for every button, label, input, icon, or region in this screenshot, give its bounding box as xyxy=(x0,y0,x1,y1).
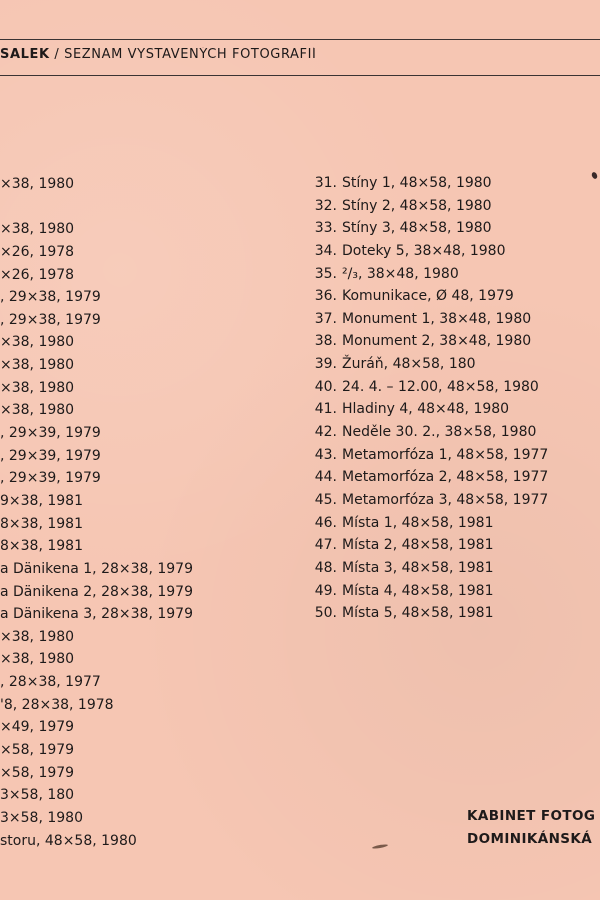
item-text: Metamorfóza 1, 48×58, 1977 xyxy=(342,446,549,463)
list-item: , 28×38, 1977 xyxy=(0,674,101,691)
item-number: 43. xyxy=(314,446,337,463)
list-item xyxy=(304,240,600,263)
list-item: , 29×39, 1979 xyxy=(0,425,101,442)
item-number: 31. xyxy=(314,175,337,191)
item-number: 42. xyxy=(314,424,337,441)
item-text: Místa 3, 48×58, 1981 xyxy=(342,559,494,576)
item-text: Stíny 2, 48×58, 1980 xyxy=(342,197,492,214)
list-item: '8, 28×38, 1978 xyxy=(0,696,114,713)
item-text: Stíny 3, 48×58, 1980 xyxy=(342,220,492,237)
item-number: 37. xyxy=(314,310,337,327)
list-item xyxy=(304,308,600,331)
list-item xyxy=(304,217,600,240)
item-text: Žuráň, 48×58, 180 xyxy=(342,356,476,373)
author-fragment: ŠALEK xyxy=(0,47,50,62)
footer-line-2: DOMINIKÁNSKÁ xyxy=(467,831,593,847)
list-item xyxy=(304,534,600,557)
list-item xyxy=(304,398,600,421)
list-item xyxy=(304,421,600,444)
left-column-list xyxy=(0,173,300,852)
item-number: 38. xyxy=(314,333,337,350)
list-item xyxy=(304,602,600,625)
item-number: 50. xyxy=(314,605,337,622)
item-text: Monument 1, 38×48, 1980 xyxy=(342,310,532,327)
list-item: , 29×39, 1979 xyxy=(0,447,101,464)
item-text: Neděle 30. 2., 38×58, 1980 xyxy=(342,424,537,441)
item-number: 34. xyxy=(314,242,337,259)
list-item: 8×38, 1981 xyxy=(0,538,83,555)
item-number: 33. xyxy=(314,220,337,237)
list-item: ×38, 1980 xyxy=(0,334,75,351)
list-item: ×58, 1979 xyxy=(0,764,75,781)
list-item: a Dänikena 1, 28×38, 1979 xyxy=(0,560,193,577)
list-item: 3×58, 180 xyxy=(0,787,75,804)
page-header xyxy=(0,47,600,62)
list-item xyxy=(304,580,600,603)
list-item: 8×38, 1981 xyxy=(0,515,83,532)
item-text: Metamorfóza 3, 48×58, 1977 xyxy=(342,491,549,508)
item-number: 41. xyxy=(314,401,337,418)
list-item: , 29×38, 1979 xyxy=(0,289,101,306)
item-number: 49. xyxy=(314,582,337,599)
item-text: Doteky 5, 38×48, 1980 xyxy=(342,242,506,259)
list-item xyxy=(304,557,600,580)
list-item: ×38, 1980 xyxy=(0,176,75,192)
list-item: ×38, 1980 xyxy=(0,221,75,238)
list-item xyxy=(304,466,600,489)
footer-line-1: KABINET FOTOG xyxy=(467,808,596,824)
list-item xyxy=(304,489,600,512)
list-item: storu, 48×58, 1980 xyxy=(0,832,137,849)
list-item xyxy=(304,330,600,353)
list-item: ×38, 1980 xyxy=(0,651,75,668)
item-number: 46. xyxy=(314,514,337,531)
item-text: Stíny 1, 48×58, 1980 xyxy=(342,175,492,191)
list-item: 3×58, 1980 xyxy=(0,809,83,826)
item-text: Hladiny 4, 48×48, 1980 xyxy=(342,401,510,418)
list-item: ×26, 1978 xyxy=(0,243,75,260)
list-item xyxy=(304,376,600,399)
item-number: 39. xyxy=(314,356,337,373)
item-number: 40. xyxy=(314,378,337,395)
list-item: ×26, 1978 xyxy=(0,266,75,283)
right-column-list xyxy=(304,172,600,625)
list-item xyxy=(304,263,600,286)
item-text: Místa 2, 48×58, 1981 xyxy=(342,537,494,554)
item-number: 32. xyxy=(314,197,337,214)
list-item xyxy=(304,172,600,195)
item-text: Místa 1, 48×58, 1981 xyxy=(342,514,494,531)
item-number: 35. xyxy=(314,265,337,282)
page-title: SEZNAM VYSTAVENÝCH FOTOGRAFIÍ xyxy=(64,47,317,62)
list-item: ×49, 1979 xyxy=(0,719,75,736)
list-item: ×38, 1980 xyxy=(0,357,75,374)
header-separator: / xyxy=(54,47,60,62)
header-bottom-rule xyxy=(0,75,600,76)
item-text: Místa 5, 48×58, 1981 xyxy=(342,605,494,622)
list-item xyxy=(304,285,600,308)
list-item xyxy=(304,195,600,218)
list-item: a Dänikena 2, 28×38, 1979 xyxy=(0,583,193,600)
item-text: Komunikace, Ø 48, 1979 xyxy=(342,288,514,305)
item-text: ²/₃, 38×48, 1980 xyxy=(342,265,459,282)
item-text: Místa 4, 48×58, 1981 xyxy=(342,582,494,599)
list-item xyxy=(304,353,600,376)
list-item: , 29×39, 1979 xyxy=(0,470,101,487)
list-item: a Dänikena 3, 28×38, 1979 xyxy=(0,606,193,623)
item-text: 24. 4. – 12.00, 48×58, 1980 xyxy=(342,378,539,395)
list-item: ×38, 1980 xyxy=(0,402,75,419)
list-item xyxy=(0,196,300,219)
list-item: ×58, 1979 xyxy=(0,742,75,759)
item-text: Metamorfóza 2, 48×58, 1977 xyxy=(342,469,549,486)
publisher-footer xyxy=(467,805,600,851)
item-number: 48. xyxy=(314,559,337,576)
item-text: Monument 2, 38×48, 1980 xyxy=(342,333,532,350)
list-item: ×38, 1980 xyxy=(0,628,75,645)
item-number: 36. xyxy=(314,288,337,305)
item-number: 47. xyxy=(314,537,337,554)
list-item: 9×38, 1981 xyxy=(0,492,83,509)
header-top-rule xyxy=(0,39,600,40)
list-item xyxy=(304,512,600,535)
list-item: , 29×38, 1979 xyxy=(0,311,101,328)
list-item: ×38, 1980 xyxy=(0,379,75,396)
list-item xyxy=(304,444,600,467)
item-number: 44. xyxy=(314,469,337,486)
item-number: 45. xyxy=(314,491,337,508)
